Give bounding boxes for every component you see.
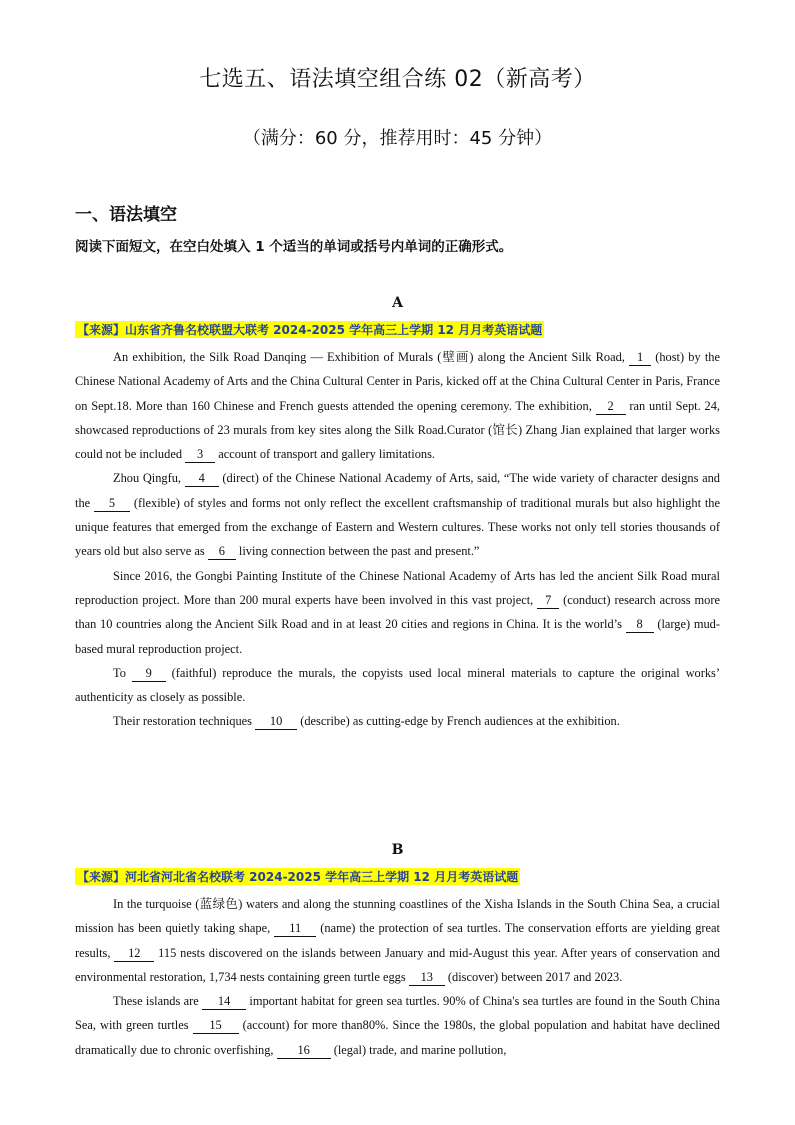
paragraph: An exhibition, the Silk Road Danqing — Exhibition of Murals (壁画) along the Ancient Silk Road, 1 (host) by the Chinese National Academy of Arts and the China Cultural Center in Paris, kicked off at the China Cultural Center in Paris, France on Sept.18. More than 160 Chinese and French guests attended the opening ceremony. The exhibition, 2 ran until Sept. 24, showcased reproductions of 23 murals from key sites along the Silk Road.Curator (馆长) Zhang Jian explained that larger works could not be included 3 account of transport and gallery limitations. [75,350,721,462]
section-instruction: 阅读下面短文，在空白处填入 1 个适当的单词或括号内单词的正确形式。 [75,239,513,255]
blank-5[interactable]: 5 [94,495,130,512]
blank-9[interactable]: 9 [132,665,166,682]
blank-12[interactable]: 12 [114,945,154,962]
paragraph: Their restoration techniques 10 (describe) as cutting-edge by French audiences at the exhibition. [113,714,620,729]
passage-a-letter: A [392,295,403,311]
blank-1[interactable]: 1 [629,349,651,366]
blank-6[interactable]: 6 [208,543,236,560]
passage-b-letter: B [391,842,404,858]
blank-4[interactable]: 4 [185,470,219,487]
page-subtitle: （满分：60 分，推荐用时：45 分钟） [242,128,553,149]
blank-14[interactable]: 14 [202,993,246,1010]
blank-3[interactable]: 3 [185,446,215,463]
blank-13[interactable]: 13 [409,969,445,986]
passage-a-body [75,345,720,734]
passage-a-source: 【来源】山东省齐鲁名校联盟大联考 2024-2025 学年高三上学期 12 月月考英语试题 [77,323,543,337]
blank-10[interactable]: 10 [255,713,297,730]
passage-b-source: 【来源】河北省河北省名校联考 2024-2025 学年高三上学期 12 月月考英语试题 [77,870,519,884]
blank-11[interactable]: 11 [274,920,316,937]
paragraph: Since 2016, the Gongbi Painting Institute of the Chinese National Academy of Arts has led the ancient Silk Road mural reproduction project. More than 200 mural experts have been involved in this vast project, 7 (conduct) research across more than 10 countries along the Ancient Silk Road and in at least 20 cities and regions in China. It is the world’s 8 (large) mud-based mural reproduction project. [75,568,720,656]
paragraph: To 9 (faithful) reproduce the murals, the copyists used local mineral materials to capture the original works’ authenticity as closely as possible. [75,665,721,705]
blank-2[interactable]: 2 [596,398,626,415]
page-title: 七选五、语法填空组合练 02（新高考） [199,67,596,92]
blank-15[interactable]: 15 [193,1017,239,1034]
blank-7[interactable]: 7 [537,592,559,609]
passage-b-body [75,892,720,1062]
paragraph: In the turquoise (蓝绿色) waters and along the stunning coastlines of the Xisha Islands in the South China Sea, a crucial mission has been quietly taking shape, 11 (name) the protection of sea turtles. The conservation efforts are yielding great results, 12 115 nests discovered on the islands between January and mid-August this year. After years of conservation and environmental restoration, 1,734 nests containing green turtle eggs 13 (discover) between 2017 and 2023. [75,897,720,984]
section-heading: 一、语法填空 [75,205,177,225]
blank-16[interactable]: 16 [277,1042,331,1059]
paragraph: These islands are 14 important habitat for green sea turtles. 90% of China's sea turtles are found in the South China Sea, with green turtles 15 (account) for more than80%. Since the 1980s, the global population and habitat have declined dramatically due to chronic overfishing, 16 (legal) trade, and marine pollution, [75,994,720,1057]
blank-8[interactable]: 8 [626,616,654,633]
paragraph: Zhou Qingfu, 4 (direct) of the Chinese National Academy of Arts, said, “The wide variety of character designs and the 5 (flexible) of styles and forms not only reflect the excellent craftsmanship of traditional murals but also highlight the unique features that emerged from the exchange of Eastern and Western cultures. These works not only tell stories thousands of years old but also serve as 6 living connection between the past and present.” [75,471,720,559]
